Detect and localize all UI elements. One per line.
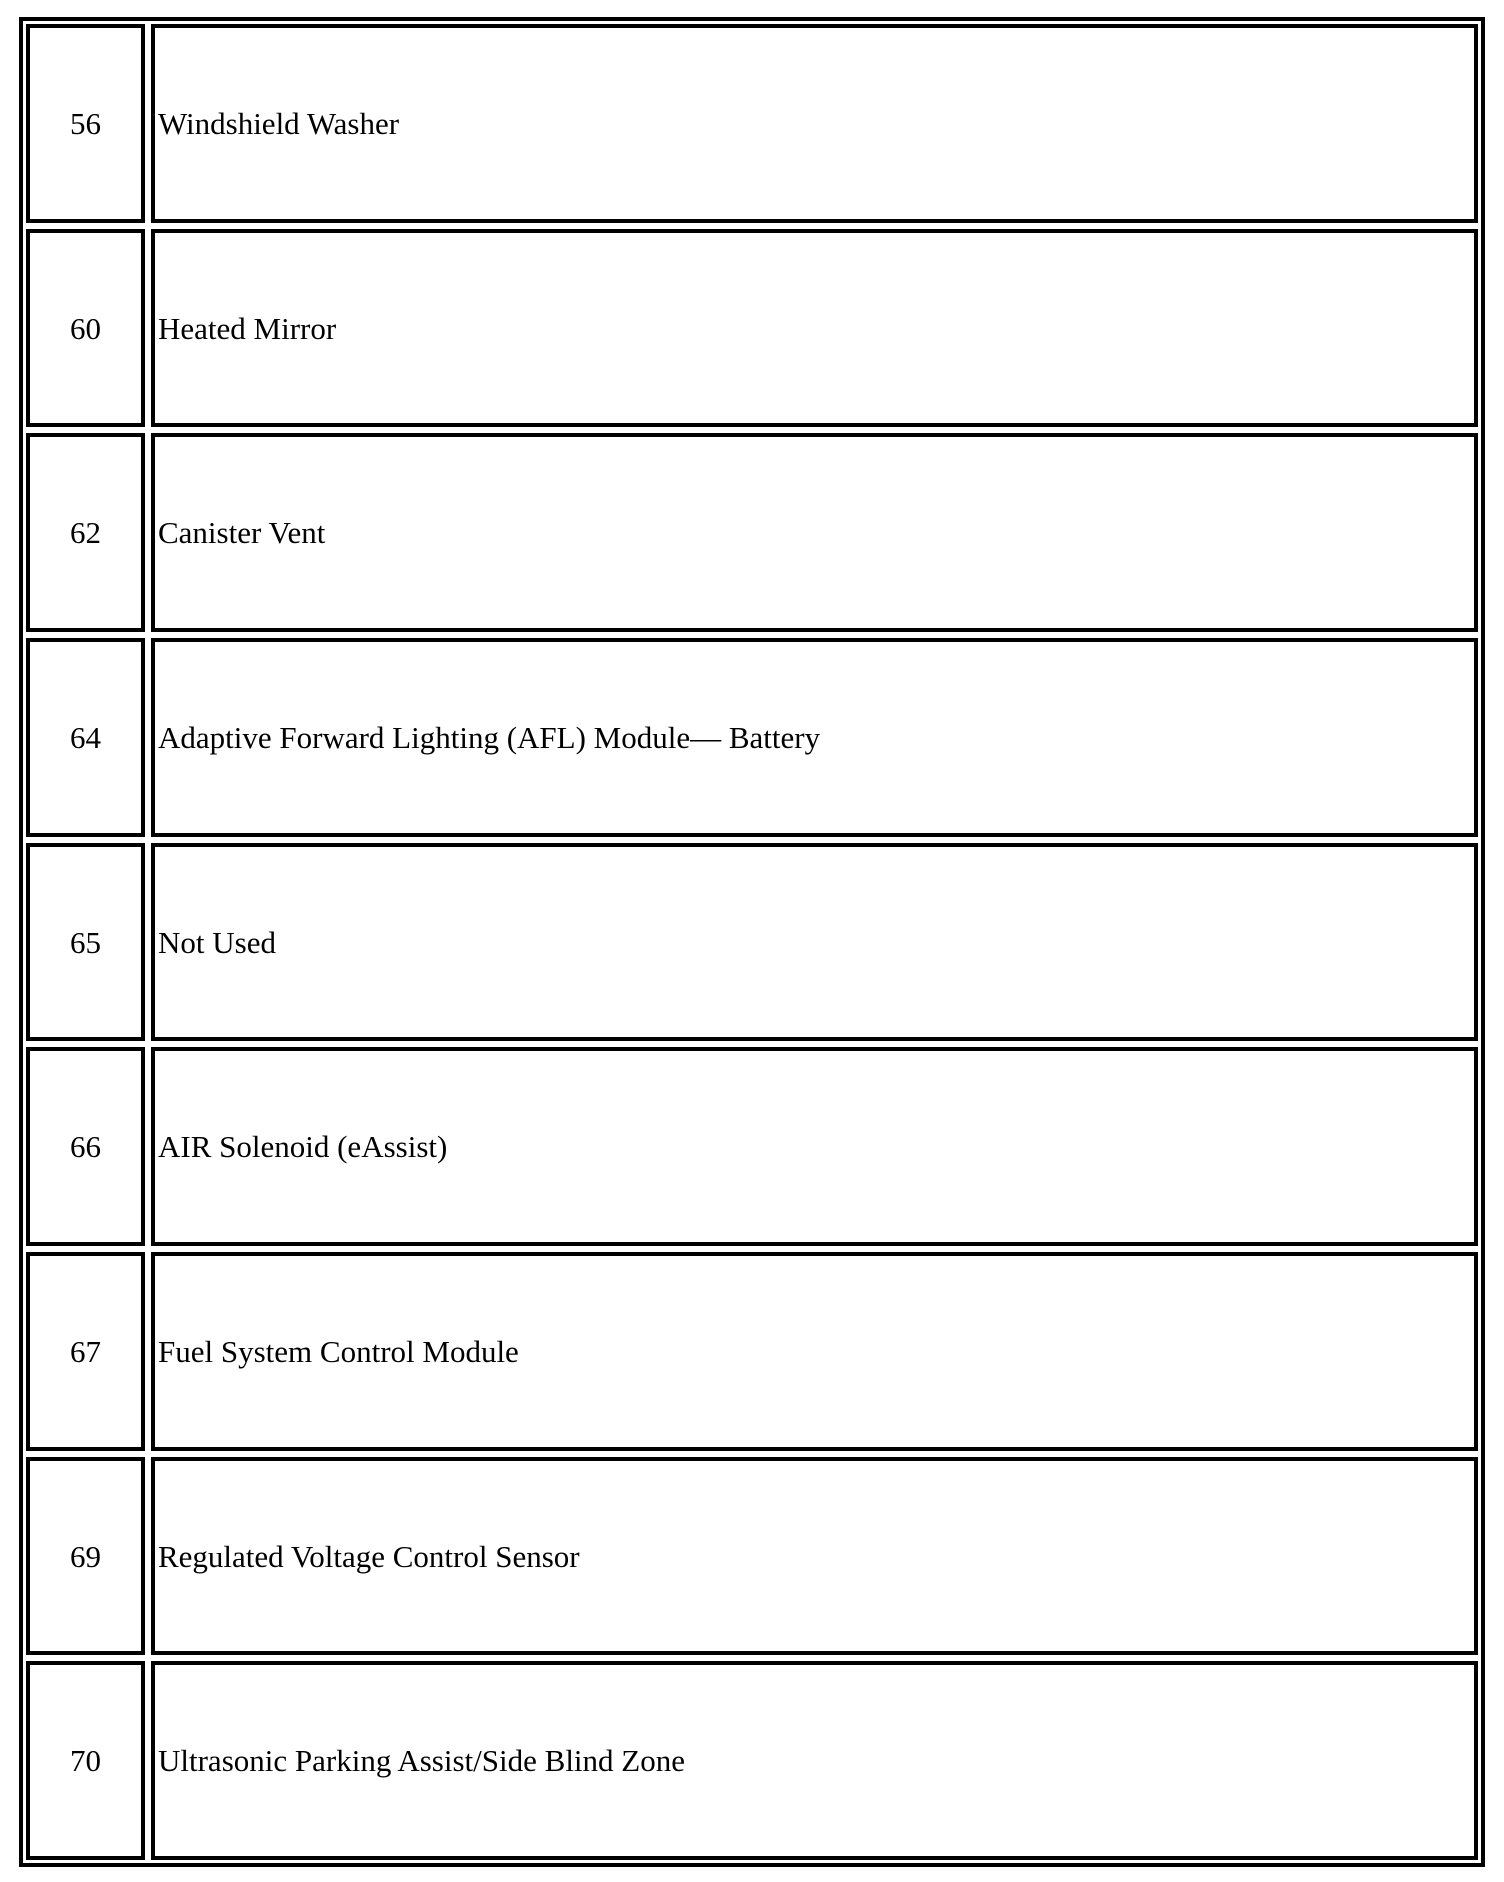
- table-row: [26, 24, 1478, 223]
- fuse-number-cell: 56: [26, 24, 145, 223]
- table-row: [26, 229, 1478, 428]
- fuse-number-cell: 60: [26, 229, 145, 428]
- fuse-number-cell: 65: [26, 843, 145, 1042]
- fuse-description-cell: Not Used: [151, 843, 1478, 1042]
- table-row: [26, 1661, 1478, 1860]
- table-row: [26, 843, 1478, 1042]
- fuse-number-cell: 62: [26, 433, 145, 632]
- fuse-table: [19, 17, 1485, 1867]
- table-row: [26, 1047, 1478, 1246]
- fuse-description-cell: Regulated Voltage Control Sensor: [151, 1457, 1478, 1656]
- fuse-description-cell: Windshield Washer: [151, 24, 1478, 223]
- fuse-number-cell: 69: [26, 1457, 145, 1656]
- fuse-number-cell: 70: [26, 1661, 145, 1860]
- fuse-description-cell: AIR Solenoid (eAssist): [151, 1047, 1478, 1246]
- table-row: [26, 1252, 1478, 1451]
- fuse-description-cell: Canister Vent: [151, 433, 1478, 632]
- fuse-description-cell: Adaptive Forward Lighting (AFL) Module— Battery: [151, 638, 1478, 837]
- fuse-number-cell: 66: [26, 1047, 145, 1246]
- fuse-number-cell: 64: [26, 638, 145, 837]
- fuse-number-cell: 67: [26, 1252, 145, 1451]
- fuse-description-cell: Fuel System Control Module: [151, 1252, 1478, 1451]
- table-row: [26, 1457, 1478, 1656]
- table-row: [26, 433, 1478, 632]
- fuse-description-cell: Ultrasonic Parking Assist/Side Blind Zone: [151, 1661, 1478, 1860]
- table-row: [26, 638, 1478, 837]
- fuse-description-cell: Heated Mirror: [151, 229, 1478, 428]
